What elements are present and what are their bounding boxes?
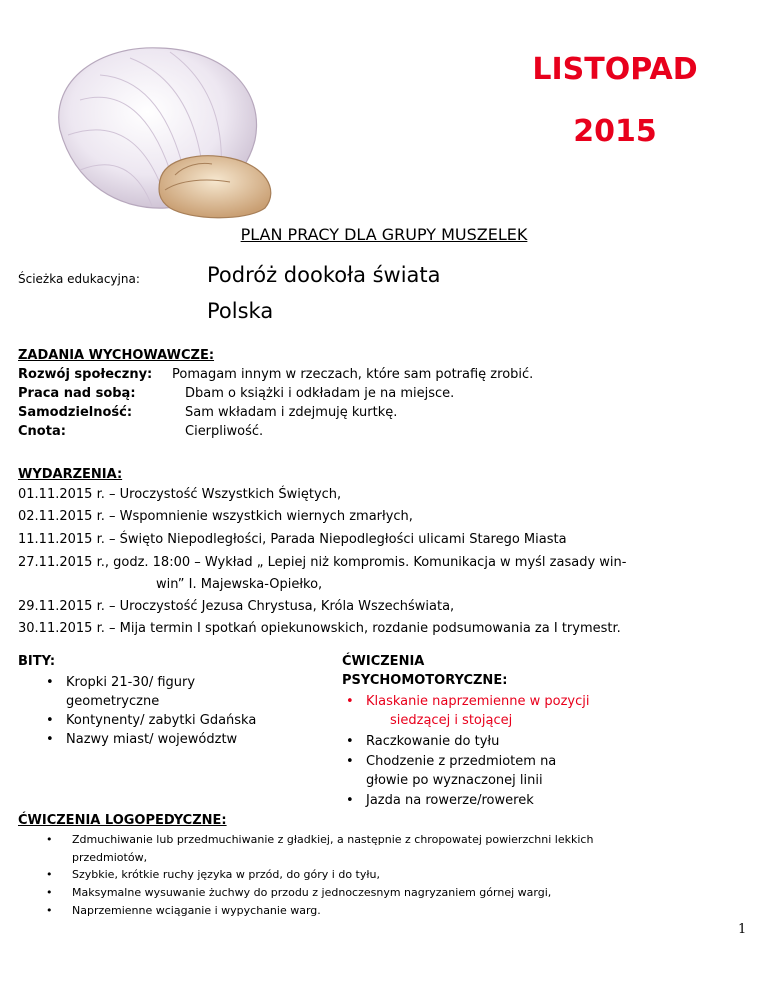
- bullet-icon: •: [46, 675, 54, 690]
- psycho-heading-1: ĆWICZENIA: [342, 654, 425, 669]
- task-label: Rozwój społeczny:: [18, 367, 153, 382]
- task-row: [18, 403, 397, 422]
- event-item: 01.11.2015 r. – Uroczystość Wszystkich Świętych,: [18, 487, 342, 502]
- month-title: LISTOPAD: [532, 52, 698, 87]
- logo-item-text: Zdmuchiwanie lub przedmuchiwanie z gładkiej, a następnie z chropowatej powierzchni lekkich: [72, 833, 594, 846]
- psycho-item-text: Chodzenie z przedmiotem na: [366, 754, 557, 769]
- path-label: Ścieżka edukacyjna:: [18, 272, 140, 286]
- plan-title: PLAN PRACY DLA GRUPY MUSZELEK: [240, 225, 528, 244]
- logo-heading: ĆWICZENIA LOGOPEDYCZNE:: [18, 813, 227, 828]
- psycho-item: [346, 791, 534, 810]
- bity-item-text: Nazwy miast/ województw: [66, 732, 238, 747]
- logo-item-text: Naprzemienne wciąganie i wypychanie warg.: [72, 904, 321, 917]
- event-item: 02.11.2015 r. – Wspomnienie wszystkich wiernych zmarłych,: [18, 509, 413, 524]
- task-row: [18, 365, 533, 384]
- bullet-icon: •: [346, 754, 354, 769]
- bullet-icon: •: [346, 734, 354, 749]
- year-title: 2015: [573, 114, 657, 149]
- psycho-item-cont: głowie po wyznaczonej linii: [366, 773, 543, 788]
- event-item: 29.11.2015 r. – Uroczystość Jezusa Chrystusa, Króla Wszechświata,: [18, 599, 455, 614]
- bullet-icon: •: [346, 694, 354, 709]
- event-item: 27.11.2015 r., godz. 18:00 – Wykład „ Lepiej niż kompromis. Komunikacja w myśl zasady win-: [18, 555, 627, 570]
- bullet-icon: •: [346, 793, 354, 808]
- psycho-item: [346, 752, 556, 771]
- bity-item: [46, 730, 237, 749]
- path-line-1: Podróż dookoła świata: [207, 263, 441, 287]
- bity-item: [46, 673, 195, 692]
- logo-item: [46, 884, 551, 901]
- bullet-icon: •: [46, 713, 54, 728]
- psycho-item-text: Jazda na rowerze/rowerek: [366, 793, 534, 808]
- logo-item: [46, 866, 380, 883]
- psycho-item: [346, 732, 499, 751]
- event-item: 11.11.2015 r. – Święto Niepodległości, Parada Niepodległości ulicami Starego Miasta: [18, 532, 567, 547]
- bullet-icon: •: [46, 868, 53, 881]
- event-item: win” I. Majewska-Opiełko,: [156, 577, 323, 592]
- logo-item: [46, 831, 593, 848]
- logo-item-cont: przedmiotów,: [72, 851, 148, 864]
- shell-illustration: [40, 40, 300, 220]
- bity-item-cont: geometryczne: [66, 694, 160, 709]
- bullet-icon: •: [46, 904, 53, 917]
- task-label: Samodzielność:: [18, 405, 133, 420]
- task-row: [18, 422, 263, 441]
- psycho-item-cont: siedzącej i stojącej: [390, 713, 513, 728]
- bity-item-text: Kropki 21-30/ figury: [66, 675, 196, 690]
- task-label: Cnota:: [18, 424, 66, 439]
- task-text: Sam wkładam i zdejmuję kurtkę.: [185, 405, 398, 420]
- logo-item-text: Maksymalne wysuwanie żuchwy do przodu z jednoczesnym nagryzaniem górnej wargi,: [72, 886, 552, 899]
- psycho-heading-2: PSYCHOMOTORYCZNE:: [342, 673, 508, 688]
- bity-item: [46, 711, 256, 730]
- psycho-item-text: Raczkowanie do tyłu: [366, 734, 500, 749]
- psycho-item: [346, 692, 590, 711]
- task-text: Pomagam innym w rzeczach, które sam potrafię zrobić.: [172, 367, 534, 382]
- bullet-icon: •: [46, 833, 53, 846]
- path-line-2: Polska: [207, 299, 274, 323]
- event-item: 30.11.2015 r. – Mija termin I spotkań opiekunowskich, rozdanie podsumowania za I trymestr.: [18, 621, 621, 636]
- bity-item-text: Kontynenty/ zabytki Gdańska: [66, 713, 257, 728]
- psycho-item-text: Klaskanie naprzemienne w pozycji: [366, 694, 590, 709]
- task-text: Cierpliwość.: [185, 424, 264, 439]
- bullet-icon: •: [46, 732, 54, 747]
- task-label: Praca nad sobą:: [18, 386, 136, 401]
- task-text: Dbam o książki i odkładam je na miejsce.: [185, 386, 455, 401]
- tasks-heading: ZADANIA WYCHOWAWCZE:: [18, 348, 215, 363]
- events-heading: WYDARZENIA:: [18, 467, 123, 482]
- page-number: 1: [738, 922, 747, 937]
- task-row: [18, 384, 454, 403]
- logo-item: [46, 902, 321, 919]
- bullet-icon: •: [46, 886, 53, 899]
- bity-heading: BITY:: [18, 654, 56, 669]
- logo-item-text: Szybkie, krótkie ruchy języka w przód, do góry i do tyłu,: [72, 868, 380, 881]
